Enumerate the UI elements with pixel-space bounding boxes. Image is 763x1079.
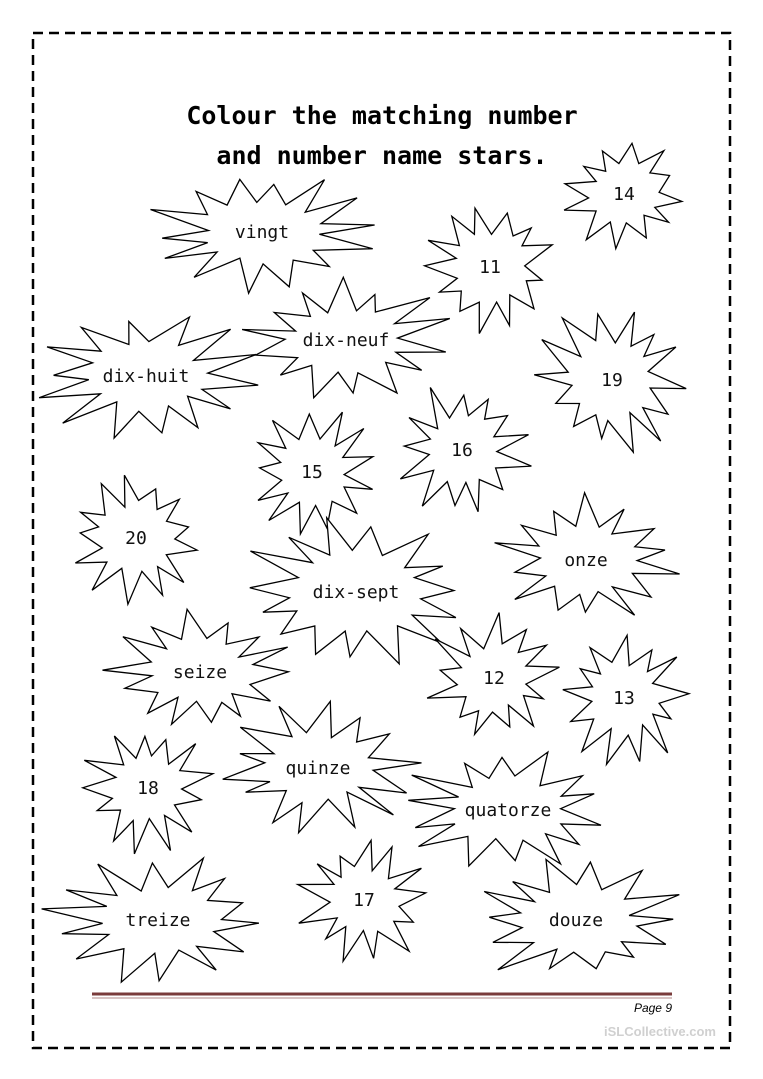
star-label: 12 bbox=[483, 668, 505, 689]
star-label: quinze bbox=[285, 758, 351, 779]
star-shape[interactable] bbox=[408, 752, 601, 866]
page-number: Page 9 bbox=[633, 1001, 672, 1015]
star-label: 19 bbox=[601, 370, 623, 391]
star-label: quatorze bbox=[464, 800, 552, 821]
star-shape[interactable] bbox=[42, 858, 259, 982]
star-shape[interactable] bbox=[223, 701, 422, 832]
star-shape[interactable] bbox=[425, 208, 553, 333]
star-label: seize bbox=[172, 662, 228, 683]
star-shape[interactable] bbox=[258, 412, 373, 534]
star-label: 17 bbox=[353, 890, 375, 911]
star-label: douze bbox=[548, 910, 604, 931]
star-shape[interactable] bbox=[400, 388, 531, 512]
star-shape[interactable] bbox=[298, 840, 426, 961]
title-line-2: and number name stars. bbox=[216, 141, 548, 170]
star-shape[interactable] bbox=[83, 736, 213, 854]
star-shape[interactable] bbox=[151, 179, 375, 293]
star-shape[interactable] bbox=[484, 860, 679, 970]
star-label: 20 bbox=[125, 528, 147, 549]
star-shape[interactable] bbox=[534, 312, 686, 452]
star-shape[interactable] bbox=[495, 493, 680, 616]
star-shape[interactable] bbox=[39, 317, 258, 438]
star-shape[interactable] bbox=[250, 518, 456, 664]
star-label: treize bbox=[125, 910, 191, 931]
star-label: 13 bbox=[613, 688, 635, 709]
star-shape[interactable] bbox=[564, 143, 682, 248]
star-shape[interactable] bbox=[103, 609, 289, 724]
star-shape[interactable] bbox=[427, 613, 559, 735]
star-label: 11 bbox=[479, 257, 501, 278]
star-label: dix-sept bbox=[312, 582, 400, 603]
star-label: 16 bbox=[451, 440, 473, 461]
star-label: onze bbox=[564, 550, 608, 571]
star-shape[interactable] bbox=[242, 277, 450, 397]
stars-group bbox=[39, 143, 689, 982]
watermark: iSLCollective.com bbox=[604, 1024, 716, 1039]
title-line-1: Colour the matching number bbox=[186, 101, 578, 130]
star-label: 18 bbox=[137, 778, 159, 799]
star-shape[interactable] bbox=[75, 475, 197, 604]
star-shape[interactable] bbox=[563, 635, 689, 764]
star-label: vingt bbox=[234, 222, 290, 243]
star-label: dix-neuf bbox=[302, 330, 390, 351]
star-label: 14 bbox=[613, 184, 635, 205]
star-label: 15 bbox=[301, 462, 323, 483]
star-label: dix-huit bbox=[102, 366, 190, 387]
